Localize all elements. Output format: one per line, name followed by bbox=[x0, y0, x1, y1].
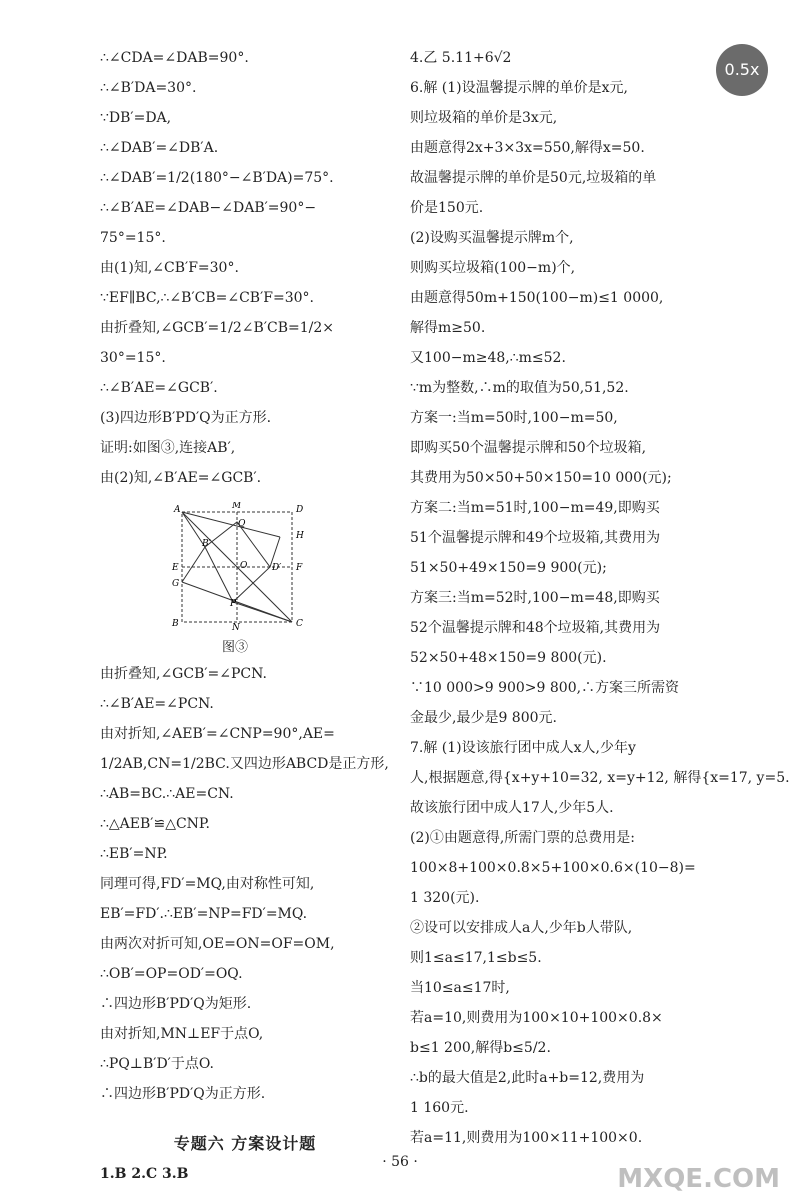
left-line: ∴∠DAB′=1/2(180°−∠B′DA)=75°. bbox=[100, 170, 334, 186]
left2-line: ∴AB=BC.∴AE=CN. bbox=[100, 786, 234, 802]
right-line: 51个温馨提示牌和49个垃圾箱,其费用为 bbox=[410, 530, 661, 546]
right-line: 价是150元. bbox=[410, 200, 484, 216]
left-line: ∴∠B′AE=∠DAB−∠DAB′=90°− bbox=[100, 200, 317, 216]
figure-label-N: N bbox=[232, 623, 240, 632]
left-line: ∴∠B′DA=30°. bbox=[100, 80, 197, 96]
left2-line: 由对折知,∠AEB′=∠CNP=90°,AE= bbox=[100, 726, 335, 742]
right-line: 4.乙 5.11+6√2 bbox=[410, 50, 512, 66]
right-line: 由题意得50m+150(100−m)≤1 0000, bbox=[410, 290, 664, 306]
left-line: ∵EF∥BC,∴∠B′CB=∠CB′F=30°. bbox=[100, 290, 314, 306]
right-line: 6.解 (1)设温馨提示牌的单价是x元, bbox=[410, 80, 628, 96]
left-line: ∴∠DAB′=∠DB′A. bbox=[100, 140, 219, 156]
left2-line: EB′=FD′.∴EB′=NP=FD′=MQ. bbox=[100, 906, 308, 922]
right-line: 由题意得2x+3×3x=550,解得x=50. bbox=[410, 140, 645, 156]
right-line: 1 320(元). bbox=[410, 890, 480, 906]
right-line: 51×50+49×150=9 900(元); bbox=[410, 560, 607, 576]
right-line: 则垃圾箱的单价是3x元, bbox=[410, 110, 558, 126]
right-line: 金最少,最少是9 800元. bbox=[410, 710, 557, 726]
left2-line: ∴OB′=OP=OD′=OQ. bbox=[100, 966, 243, 982]
figure-label-M: M bbox=[232, 502, 242, 511]
left-line: 75°=15°. bbox=[100, 230, 166, 246]
left2-line: 同理可得,FD′=MQ,由对称性可知, bbox=[100, 876, 315, 892]
right-line: (2)设购买温馨提示牌m个, bbox=[410, 230, 574, 246]
figure-label-A: A bbox=[174, 505, 181, 515]
figure-label-G: G bbox=[172, 579, 180, 589]
right-line: (2)①由题意得,所需门票的总费用是: bbox=[410, 830, 635, 846]
left-line: 由(2)知,∠B′AE=∠GCB′. bbox=[100, 470, 262, 486]
figure-label-E: E bbox=[172, 563, 179, 573]
zoom-badge[interactable]: 0.5x bbox=[716, 44, 768, 96]
right-line: 52个温馨提示牌和48个垃圾箱,其费用为 bbox=[410, 620, 661, 636]
left2-line: 由折叠知,∠GCB′=∠PCN. bbox=[100, 666, 267, 682]
right-line: 其费用为50×50+50×150=10 000(元); bbox=[410, 470, 672, 486]
figure-label-H: H bbox=[296, 531, 304, 541]
right-line: 故该旅行团中成人17人,少年5人. bbox=[410, 800, 614, 816]
left-line: 证明:如图③,连接AB′, bbox=[100, 440, 236, 456]
left2-line: ∴四边形B′PD′Q为正方形. bbox=[100, 1086, 266, 1102]
right-line: 人,根据题意,得{x+y+10=32, x=y+12, 解得{x=17, y=5. bbox=[410, 770, 790, 786]
right-line: 则1≤a≤17,1≤b≤5. bbox=[410, 950, 542, 966]
left-line: ∴∠CDA=∠DAB=90°. bbox=[100, 50, 249, 66]
left2-line: ∴EB′=NP. bbox=[100, 846, 168, 862]
left-line: ∵DB′=DA, bbox=[100, 110, 172, 126]
right-line: ②设可以安排成人a人,少年b人带队, bbox=[410, 920, 633, 936]
watermark: MXQE.COM bbox=[617, 1164, 780, 1194]
left-line: 30°=15°. bbox=[100, 350, 166, 366]
figure-label-O: O bbox=[240, 561, 248, 571]
right-line: ∵10 000>9 900>9 800,∴方案三所需资 bbox=[410, 680, 680, 696]
left2-line: 1/2AB,CN=1/2BC.又四边形ABCD是正方形, bbox=[100, 756, 389, 772]
geometry-figure bbox=[160, 502, 310, 632]
left2-line: ∴四边形B′PD′Q为矩形. bbox=[100, 996, 252, 1012]
left-line: 由(1)知,∠CB′F=30°. bbox=[100, 260, 239, 276]
left-line: ∴∠B′AE=∠GCB′. bbox=[100, 380, 218, 396]
right-line: 则购买垃圾箱(100−m)个, bbox=[410, 260, 576, 276]
right-line: 方案三:当m=52时,100−m=48,即购买 bbox=[410, 590, 660, 606]
right-line: 若a=10,则费用为100×10+100×0.8× bbox=[410, 1010, 663, 1026]
left2-line: ∴PQ⊥B′D′于点O. bbox=[100, 1056, 214, 1072]
page-number: · 56 · bbox=[382, 1154, 418, 1170]
right-line: 方案二:当m=51时,100−m=49,即购买 bbox=[410, 500, 660, 516]
right-line: 故温馨提示牌的单价是50元,垃圾箱的单 bbox=[410, 170, 657, 186]
left2-line: ∴△AEB′≌△CNP. bbox=[100, 816, 210, 832]
right-line: 即购买50个温馨提示牌和50个垃圾箱, bbox=[410, 440, 647, 456]
right-line: 100×8+100×0.8×5+100×0.6×(10−8)= bbox=[410, 860, 696, 876]
figure-label-B: B bbox=[172, 619, 179, 629]
right-line: 当10≤a≤17时, bbox=[410, 980, 510, 996]
figure-caption: 图③ bbox=[221, 640, 248, 655]
right-line: b≤1 200,解得b≤5/2. bbox=[410, 1040, 551, 1056]
left-line: (3)四边形B′PD′Q为正方形. bbox=[100, 410, 272, 426]
section-title: 专题六 方案设计题 bbox=[173, 1134, 317, 1153]
figure-label-D1: D′ bbox=[272, 563, 282, 573]
right-line: ∴b的最大值是2,此时a+b=12,费用为 bbox=[410, 1070, 645, 1086]
right-line: ∵m为整数,∴m的取值为50,51,52. bbox=[410, 380, 629, 396]
right-line: 方案一:当m=50时,100−m=50, bbox=[410, 410, 618, 426]
right-line: 7.解 (1)设该旅行团中成人x人,少年y bbox=[410, 740, 636, 756]
figure-label-F: F bbox=[296, 563, 303, 573]
left2-line: ∴∠B′AE=∠PCN. bbox=[100, 696, 214, 712]
right-line: 又100−m≥48,∴m≤52. bbox=[410, 350, 566, 366]
left-line: 由折叠知,∠GCB′=1/2∠B′CB=1/2× bbox=[100, 320, 334, 336]
left2-line: 由两次对折可知,OE=ON=OF=OM, bbox=[100, 936, 335, 952]
figure-label-B1: B′ bbox=[202, 539, 211, 549]
figure-label-P: P bbox=[230, 599, 237, 609]
right-line: 解得m≥50. bbox=[410, 320, 486, 336]
figure-label-Q: Q bbox=[238, 519, 246, 529]
figure-label-D: D bbox=[296, 505, 304, 515]
left-column bbox=[100, 48, 390, 1194]
left2-line: 由对折知,MN⊥EF于点O, bbox=[100, 1026, 264, 1042]
right-line: 若a=11,则费用为100×11+100×0. bbox=[410, 1130, 643, 1146]
figure-label-C: C bbox=[296, 619, 303, 629]
right-line: 52×50+48×150=9 800(元). bbox=[410, 650, 607, 666]
right-line: 1 160元. bbox=[410, 1100, 469, 1116]
answers-left: 1.B 2.C 3.B bbox=[100, 1166, 189, 1182]
